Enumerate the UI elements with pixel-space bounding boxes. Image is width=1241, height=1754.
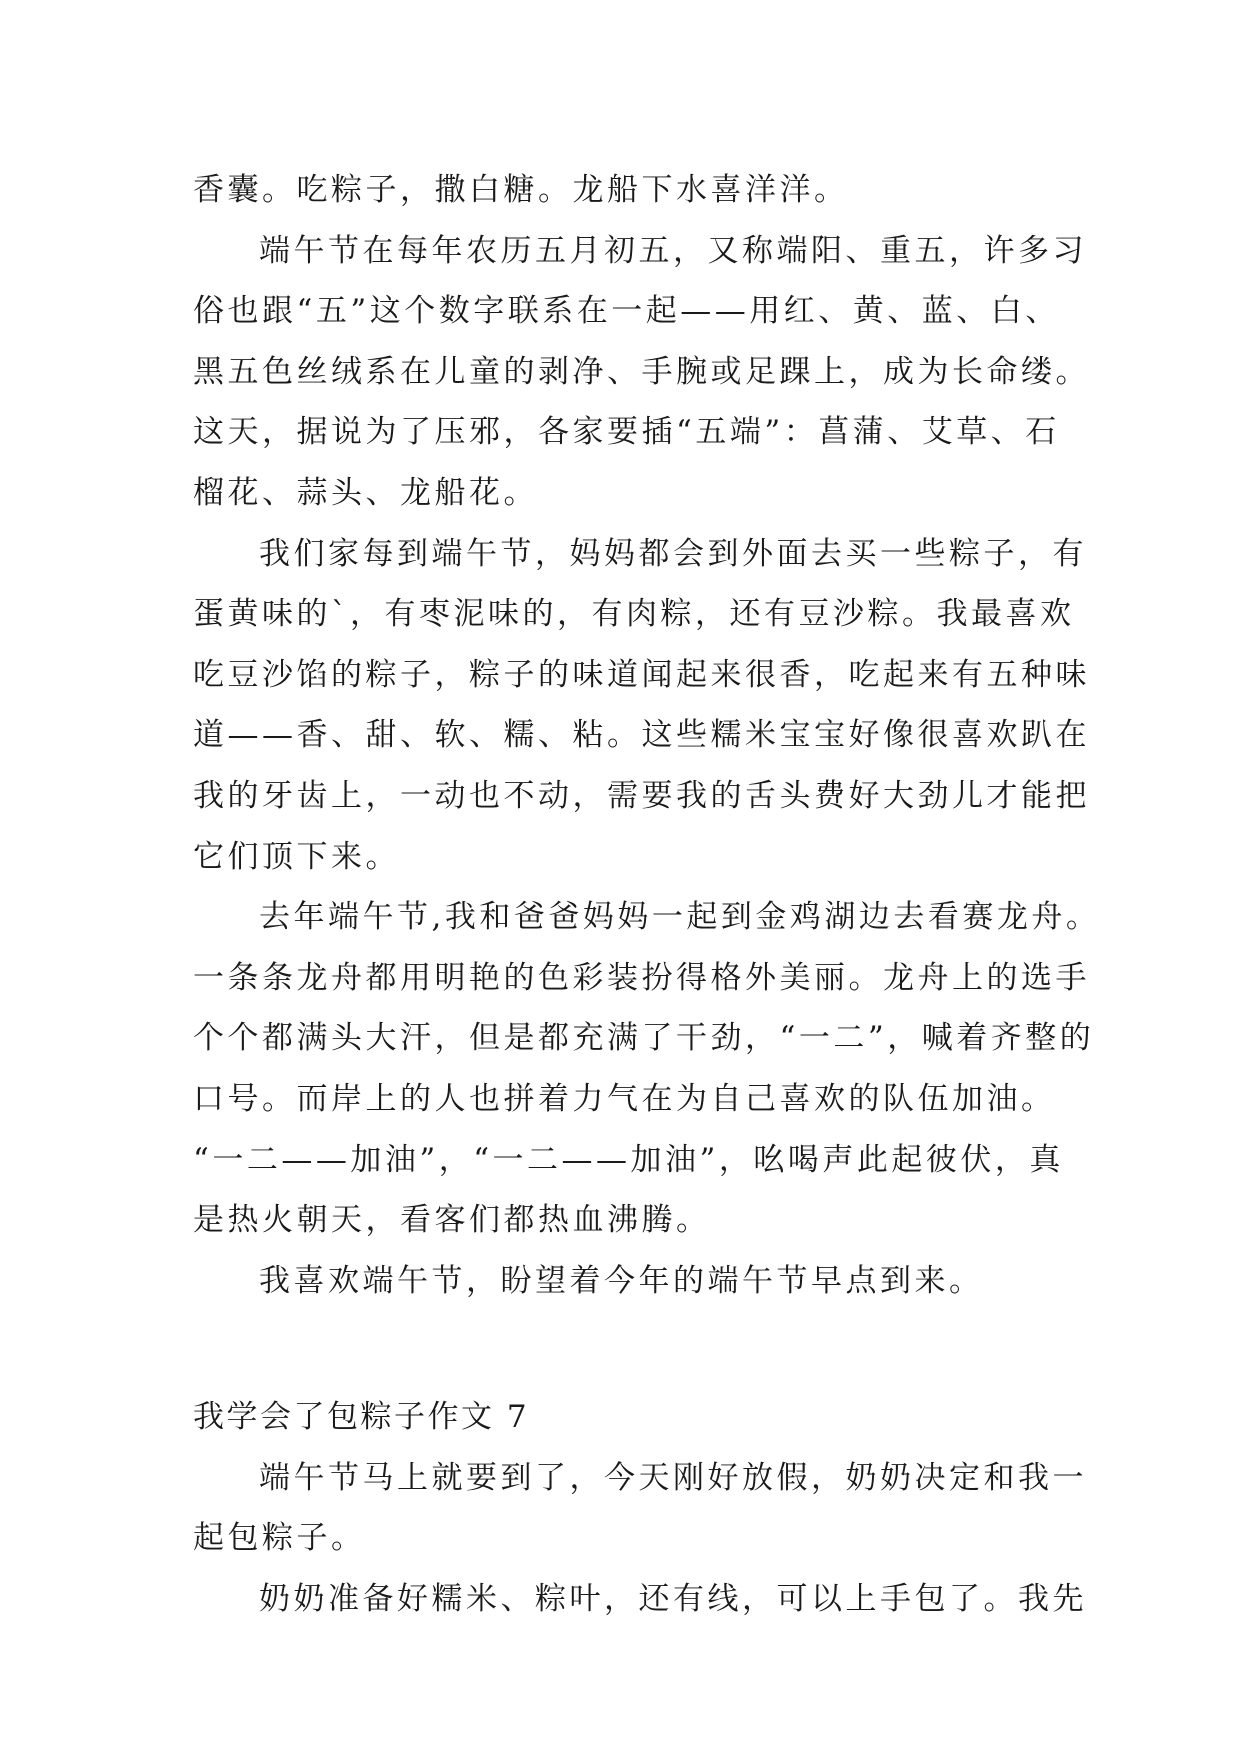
text-line: 起包粽子。: [193, 1520, 366, 1557]
text-line: 一条条龙舟都用明艳的色彩装扮得格外美丽。龙舟上的选手: [193, 959, 1090, 996]
text-line: 这天，据说为了压邪，各家要插“五端”：菖蒲、艾草、石: [193, 414, 1060, 451]
text-line: 是热火朝天，看客们都热血沸腾。: [193, 1202, 711, 1239]
text-line: 口号。而岸上的人也拼着力气在为自己喜欢的队伍加油。: [193, 1080, 1056, 1117]
text-line: 我们家每到端午节，妈妈都会到外面去买一些粽子，有: [259, 535, 1087, 572]
text-line: 俗也跟“五”这个数字联系在一起——用红、黄、蓝、白、: [193, 293, 1060, 330]
text-line: 端午节马上就要到了，今天刚好放假，奶奶决定和我一: [259, 1459, 1087, 1496]
text-line: 端午节在每年农历五月初五，又称端阳、重五，许多习: [259, 232, 1087, 269]
text-line: 吃豆沙馅的粽子，粽子的味道闻起来很香，吃起来有五种味: [193, 656, 1090, 693]
text-line: 榴花、蒜头、龙船花。: [193, 474, 538, 511]
text-line: 黑五色丝绒系在儿童的剥净、手腕或足踝上，成为长命缕。: [193, 353, 1090, 390]
text-line: 它们顶下来。: [193, 838, 400, 875]
text-line: 去年端午节,我和爸爸妈妈一起到金鸡湖边去看赛龙舟。: [259, 899, 1101, 936]
document-body: [193, 160, 1101, 1630]
text-line: 我的牙齿上，一动也不动，需要我的舌头费好大劲儿才能把: [193, 777, 1090, 814]
section-heading: 我学会了包粽子作文 7: [193, 1399, 530, 1436]
text-line: 我喜欢端午节，盼望着今年的端午节早点到来。: [259, 1262, 984, 1299]
text-line: 蛋黄味的`，有枣泥味的，有肉粽，还有豆沙粽。我最喜欢: [193, 596, 1075, 633]
text-line: 个个都满头大汗，但是都充满了干劲，“一二”，喊着齐整的: [193, 1020, 1095, 1057]
text-line: 道——香、甜、软、糯、粘。这些糯米宝宝好像很喜欢趴在: [193, 717, 1090, 754]
text-line: “一二——加油”，“一二——加油”，吆喝声此起彼伏，真: [193, 1141, 1064, 1178]
text-line: 奶奶准备好糯米、粽叶，还有线，可以上手包了。我先: [259, 1581, 1087, 1618]
section-spacer: [193, 1311, 1073, 1387]
text-line: 香囊。吃粽子，撒白糖。龙船下水喜洋洋。: [193, 172, 849, 208]
